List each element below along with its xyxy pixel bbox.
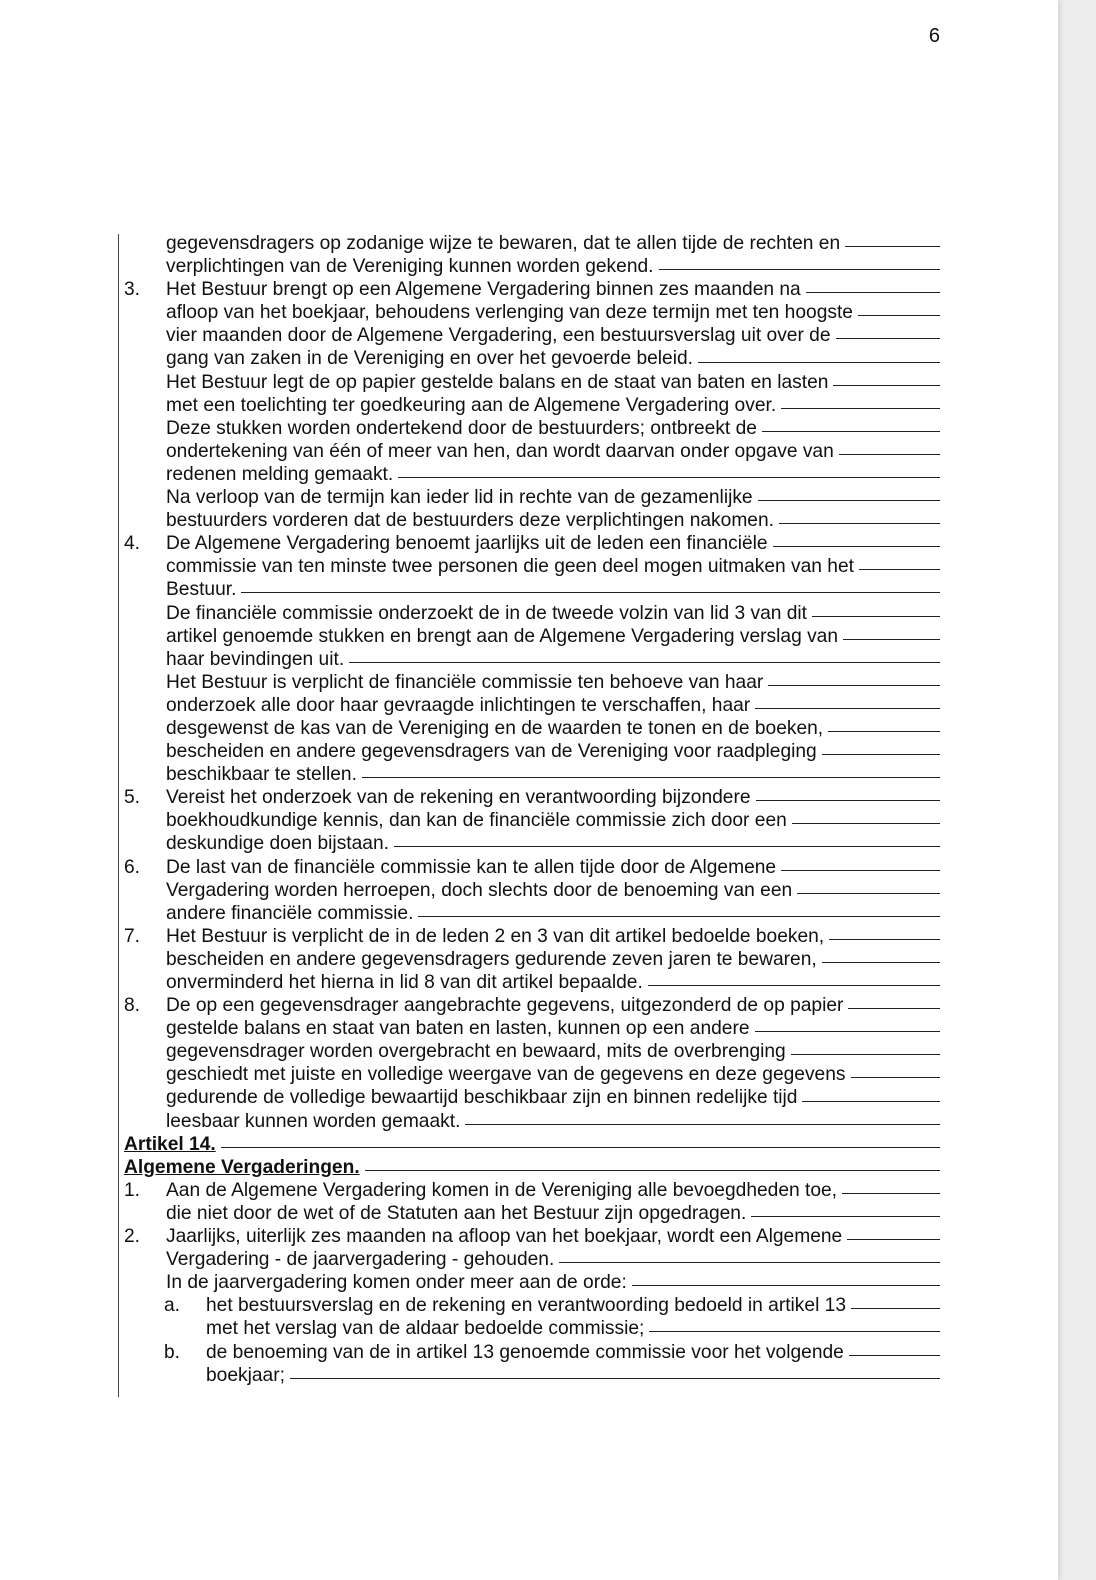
text-line [124,1225,940,1248]
margin-rule [118,234,119,1397]
fill-line [394,846,940,847]
text-line [124,763,940,786]
fill-line [751,1216,940,1217]
text-line [124,648,940,671]
paragraph-number: 3. [124,279,141,301]
line-text: boekjaar; [206,1364,285,1386]
fill-line [362,777,940,778]
text-line [124,1341,940,1364]
fill-line [773,546,940,547]
fill-line [762,431,940,432]
text-line [124,255,940,278]
paragraph-number: 7. [124,925,141,947]
fill-line [365,1170,940,1171]
text-line [124,994,940,1017]
fill-line [822,962,940,963]
line-text: Na verloop van de termijn kan ieder lid in rechte van de gezamenlijke [166,487,753,509]
fill-line [859,569,940,570]
text-line [124,1202,940,1225]
fill-line [221,1147,940,1148]
text-line [124,486,940,509]
text-line [124,463,940,486]
fill-line [349,662,940,663]
line-text: beschikbaar te stellen. [166,764,357,786]
heading-text: Artikel 14. [124,1133,216,1155]
fill-line [632,1285,940,1286]
text-line [124,694,940,717]
line-text: Aan de Algemene Vergadering komen in de Vereniging alle bevoegdheden toe, [166,1179,838,1201]
fill-line [828,731,940,732]
line-text: Jaarlijks, uiterlijk zes maanden na afloop van het boekjaar, wordt een Algemene [166,1226,843,1248]
fill-line [791,1054,940,1055]
text-line [124,1040,940,1063]
line-text: die niet door de wet of de Statuten aan het Bestuur zijn opgedragen. [166,1202,747,1224]
line-text: gestelde balans en staat van baten en lasten, kunnen op een andere [166,1018,750,1040]
fill-line [843,639,940,640]
text-line [124,832,940,855]
line-text: bescheiden en andere gegevensdragers gedurende zeven jaren te bewaren, [166,948,817,970]
text-line [124,417,940,440]
fill-line [649,1331,940,1332]
fill-line [829,939,940,940]
text-line [124,879,940,902]
fill-line [858,315,940,316]
text-line [124,1179,940,1202]
line-text: De op een gegevensdrager aangebrachte gegevens, uitgezonderd de op papier [166,995,844,1017]
fill-line [758,500,940,501]
text-line [124,278,940,301]
line-text: In de jaarvergadering komen onder meer aan de orde: [166,1272,627,1294]
fill-line [559,1262,940,1263]
line-text: De financiële commissie onderzoekt de in de tweede volzin van lid 3 van dit [166,602,808,624]
line-text: deskundige doen bijstaan. [166,833,389,855]
fill-line [698,362,940,363]
line-text: Deze stukken worden ondertekend door de bestuurders; ontbreekt de [166,417,757,439]
fill-line [418,916,940,917]
fill-line [848,1008,940,1009]
line-text: desgewenst de kas van de Vereniging en de waarden te tonen en de boeken, [166,717,824,739]
paragraph-number: b. [164,1341,181,1363]
line-text: Het Bestuur legt de op papier gestelde balans en de staat van baten en lasten [166,371,829,393]
fill-line [465,1124,940,1125]
paragraph-number: 2. [124,1226,141,1248]
text-line [124,1063,940,1086]
text-line [124,578,940,601]
fill-line [847,1239,940,1240]
text-line [124,948,940,971]
text-line [124,371,940,394]
line-text: gang van zaken in de Vereniging en over het gevoerde beleid. [166,348,693,370]
fill-line [849,1355,940,1356]
text-line [124,440,940,463]
line-text: Bestuur. [166,579,237,601]
line-text: vier maanden door de Algemene Vergadering, een bestuursverslag uit over de [166,325,831,347]
fill-line [797,893,940,894]
line-text: gegevensdragers op zodanige wijze te bewaren, dat te allen tijde de rechten en [166,233,841,254]
text-line [124,509,940,532]
fill-line [839,454,940,455]
text-line [124,671,940,694]
line-text: de benoeming van de in artikel 13 genoemde commissie voor het volgende [206,1341,844,1363]
text-line [124,1248,940,1271]
text-line [124,1317,940,1340]
fill-line [833,385,940,386]
fill-line [781,408,940,409]
line-text: gegevensdrager worden overgebracht en bewaard, mits de overbrenging [166,1041,786,1063]
fill-line [398,477,940,478]
paragraph-number: 5. [124,787,141,809]
line-text: Vergadering worden herroepen, doch slechts door de benoeming van een [166,879,793,901]
text-line [124,971,940,994]
line-text: verplichtingen van de Vereniging kunnen worden gekend. [166,256,654,278]
fill-line [241,592,940,593]
line-text: onderzoek alle door haar gevraagde inlichtingen te verschaffen, haar [166,694,751,716]
fill-line [802,1101,940,1102]
fill-line [290,1378,940,1379]
paragraph-number: a. [164,1295,181,1317]
text-line [124,856,940,879]
text-line [124,324,940,347]
fill-line [851,1077,941,1078]
fill-line [836,338,940,339]
line-text: leesbaar kunnen worden gemaakt. [166,1110,461,1132]
line-text: afloop van het boekjaar, behoudens verlenging van deze termijn met ten hoogste [166,302,853,324]
fill-line [755,1031,940,1032]
text-line [124,925,940,948]
line-text: Het Bestuur brengt op een Algemene Vergadering binnen zes maanden na [166,279,801,301]
line-text: haar bevindingen uit. [166,648,345,670]
fill-line [755,708,940,709]
text-line [124,1110,940,1133]
fill-line [792,823,940,824]
text-line [124,1271,940,1294]
text-line [124,717,940,740]
text-line [124,902,940,925]
line-text: Vereist het onderzoek van de rekening en verantwoording bijzondere [166,787,751,809]
paragraph-number: 1. [124,1179,141,1201]
text-line [124,555,940,578]
fill-line [851,1308,940,1309]
line-text: met het verslag van de aldaar bedoelde commissie; [206,1318,645,1340]
line-text: het bestuursverslag en de rekening en verantwoording bedoeld in artikel 13 [206,1295,846,1317]
fill-line [659,269,940,270]
paragraph-number: 8. [124,995,141,1017]
line-text: gedurende de volledige bewaartijd beschikbaar zijn en binnen redelijke tijd [166,1087,798,1109]
text-line [124,532,940,555]
line-text: Het Bestuur is verplicht de financiële commissie ten behoeve van haar [166,671,764,693]
paragraph-number: 6. [124,856,141,878]
line-text: De Algemene Vergadering benoemt jaarlijks uit de leden een financiële [166,533,768,555]
page-number: 6 [928,25,940,47]
text-line [124,786,940,809]
fill-line [842,1193,940,1194]
line-text: andere financiële commissie. [166,902,414,924]
fill-line [812,616,940,617]
text-line [124,232,940,255]
fill-line [648,985,940,986]
line-text: ondertekening van één of meer van hen, dan wordt daarvan onder opgave van [166,440,834,462]
text-line [124,740,940,763]
heading-text: Algemene Vergaderingen. [124,1156,360,1178]
line-text: bestuurders vorderen dat de bestuurders deze verplichtingen nakomen. [166,510,774,532]
fill-line [845,246,940,247]
fill-line [779,523,940,524]
fill-line [781,870,940,871]
line-text: artikel genoemde stukken en brengt aan de Algemene Vergadering verslag van [166,625,839,647]
text-line [124,1364,940,1387]
fill-line [768,685,940,686]
text-line [124,602,940,625]
fill-line [806,292,940,293]
text-line [124,394,940,417]
line-text: redenen melding gemaakt. [166,463,394,485]
text-line [124,625,940,648]
text-line [124,1086,940,1109]
text-line [124,347,940,370]
article-heading [124,1156,940,1179]
body-text [124,232,940,1387]
paragraph-number: 4. [124,533,141,555]
line-text: geschiedt met juiste en volledige weergave van de gegevens en deze gegevens [166,1064,846,1086]
text-line [124,809,940,832]
line-text: met een toelichting ter goedkeuring aan de Algemene Vergadering over. [166,394,777,416]
fill-line [756,800,940,801]
text-line [124,301,940,324]
line-text: Vergadering - de jaarvergadering - gehouden. [166,1249,555,1271]
fill-line [822,754,940,755]
article-heading [124,1133,940,1156]
line-text: commissie van ten minste twee personen die geen deel mogen uitmaken van het [166,556,854,578]
line-text: onverminderd het hierna in lid 8 van dit artikel bepaalde. [166,972,643,993]
line-text: boekhoudkundige kennis, dan kan de financiële commissie zich door een [166,810,787,832]
line-text: bescheiden en andere gegevensdragers van de Vereniging voor raadpleging [166,741,817,763]
text-line [124,1017,940,1040]
line-text: Het Bestuur is verplicht de in de leden 2 en 3 van dit artikel bedoelde boeken, [166,925,825,947]
text-line [124,1294,940,1317]
line-text: De last van de financiële commissie kan te allen tijde door de Algemene [166,856,777,878]
